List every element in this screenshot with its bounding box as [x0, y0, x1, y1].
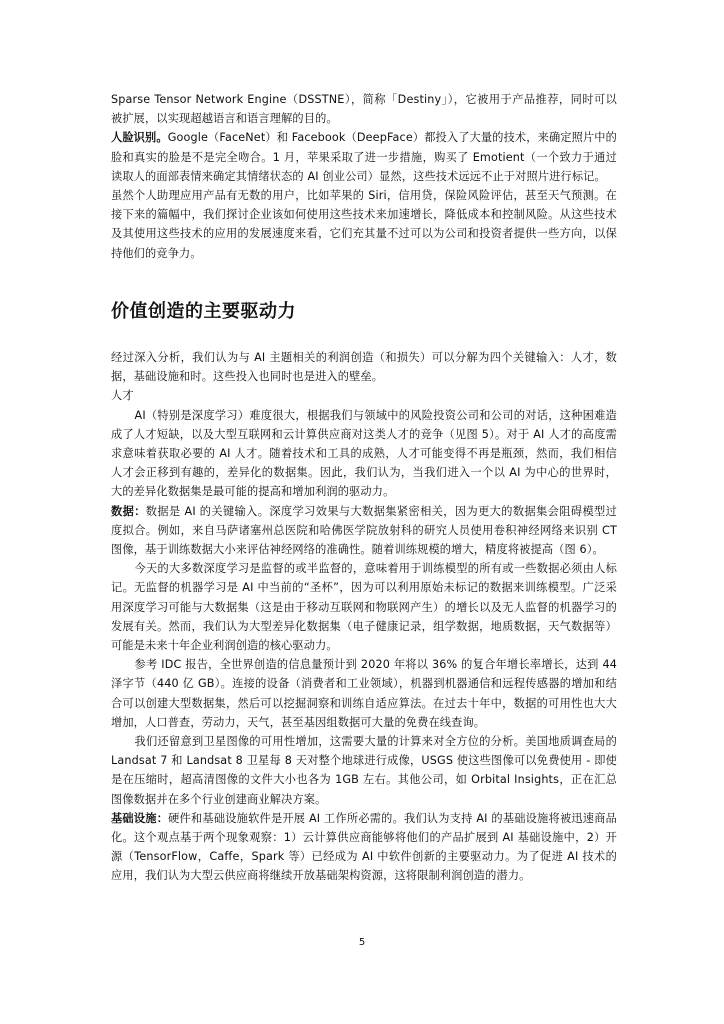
infrastructure-lead: 基础设施：: [111, 811, 169, 825]
section-title: 价值创造的主要驱动力: [111, 301, 296, 322]
data-lead: 数据：: [111, 504, 146, 518]
paragraph-supervised-learning: 今天的大多数深度学习是监督的或半监督的，意味着用于训练模型的所有或一些数据必须由人标记。无监督的机器学习是 AI 中当前的“圣杯”，因为可以利用原始未标记的数据来训练模型。广泛采用深度学习可能与大数据集（这是由于移动互联网和物联网产生）的增长以及无人监督的机器学习的发展有关。然而，我们认为大型差异化数据集（电子健康记录，组学数据，地质数据，天气数据等）可能是未来十年企业利润创造的核心驱动力。: [111, 562, 617, 653]
paragraph-infrastructure: [111, 809, 617, 886]
page-number: 5: [358, 937, 366, 948]
data-text: 数据是 AI 的关键输入。深度学习效果与大数据集紧密相关，因为更大的数据集会阻碍模型过度拟合。例如，来自马萨诸塞州总医院和哈佛医学院放射科的研究人员使用卷积神经网络来识别 CT 图像，基于训练数据大小来评估神经网络的准确性。随着训练规模的增大，精度将被提高（图 6）。: [111, 504, 617, 557]
body-text-block: [111, 348, 617, 886]
face-recognition-lead: 人脸识别。: [111, 131, 168, 145]
paragraph-idc-report: 参考 IDC 报告，全世界创造的信息量预计到 2020 年将以 36% 的复合年增长率增长，达到 44 泽字节（440 亿 GB）。连接的设备（消费者和工业领域），机器到机器通信和远程传感器的增加和结合可以创建大型数据集，然后可以挖掘洞察和训练自适应算法。在过去十年中，数据的可用性也大大增加，人口普查，劳动力，天气，甚至基因组数据可大量的免费在线查询。: [111, 658, 617, 729]
paragraph-intro: 经过深入分析，我们认为与 AI 主题相关的利润创造（和损失）可以分解为四个关键输入：人才，数据，基础设施和时。这些投入也同时也是进入的壁垒。: [111, 351, 617, 384]
infrastructure-text: 硬件和基础设施软件是开展 AI 工作所必需的。我们认为支持 AI 的基础设施将被迅速商品化。这个观点基于两个现象观察：1）云计算供应商能够将他们的产品扩展到 AI 基础设施中，2）开源（TensorFlow，Caffe，Spark 等）已经成为 AI 中软件创新的主要驱动力。为了促进 AI 技术的应用，我们认为大型云供应商将继续开放基础架构资源，这将限制利润创造的潜力。: [111, 811, 617, 883]
paragraph-talent: AI（特别是深度学习）难度很大，根据我们与领域中的风险投资公司和公司的对话，这种困难造成了人才短缺，以及大型互联网和云计算供应商对这类人才的竞争（见图 5）。对于 AI 人才的高度需求意味着获取必要的 AI 人才。随着技术和工具的成熟，人才可能变得不再是瓶颈，然而，我们相信人才会正移到有趣的，差异化的数据集。因此，我们认为，当我们进入一个以 AI 为中心的世界时，大的差异化数据集是最可能的提高和增加利润的驱动力。: [111, 408, 617, 499]
paragraph-destiny: Sparse Tensor Network Engine（DSSTNE），简称「Destiny」），它被用于产品推荐，同时可以被扩展，以实现超越语言和语言理解的目的。: [111, 93, 617, 126]
paragraph-personal-assistant: 虽然个人助理应用产品有无数的用户，比如苹果的 Siri，信用贷，保险风险评估，甚至天气预测。在接下来的篇幅中，我们探讨企业该如何使用这些技术来加速增长，降低成本和控制风险。从这些技术及其使用这些技术的应用的发展速度来看，它们充其量不过可以为公司和投资者提供一些方向，以保持他们的竞争力。: [111, 189, 617, 260]
paragraph-talent-heading: 人才: [111, 389, 134, 403]
face-recognition-text: Google（FaceNet）和 Facebook（DeepFace）都投入了大量的技术，来确定照片中的脸和真实的脸是不是完全吻合。1 月，苹果采取了进一步措施，购买了 Emotient（一个致力于通过读取人的面部表情来确定其情绪状态的 AI 创业公司）显然，这些技术远远不止于对照片进行标记。: [111, 131, 617, 183]
paragraph-satellite: 我们还留意到卫星图像的可用性增加，这需要大量的计算来对全方位的分析。美国地质调查局的 Landsat 7 和 Landsat 8 卫星每 8 天对整个地球进行成像，USGS 使这些图像可以免费使用 - 即使是在压缩时，超高清图像的文件大小也各为 1GB 左右。其他公司，如 Orbital Insights，正在汇总图像数据并在多个行业创建商业解决方案。: [111, 735, 617, 806]
paragraph-face-recognition: [111, 128, 617, 186]
paragraph-data: [111, 502, 617, 560]
top-text-block: [111, 90, 617, 263]
